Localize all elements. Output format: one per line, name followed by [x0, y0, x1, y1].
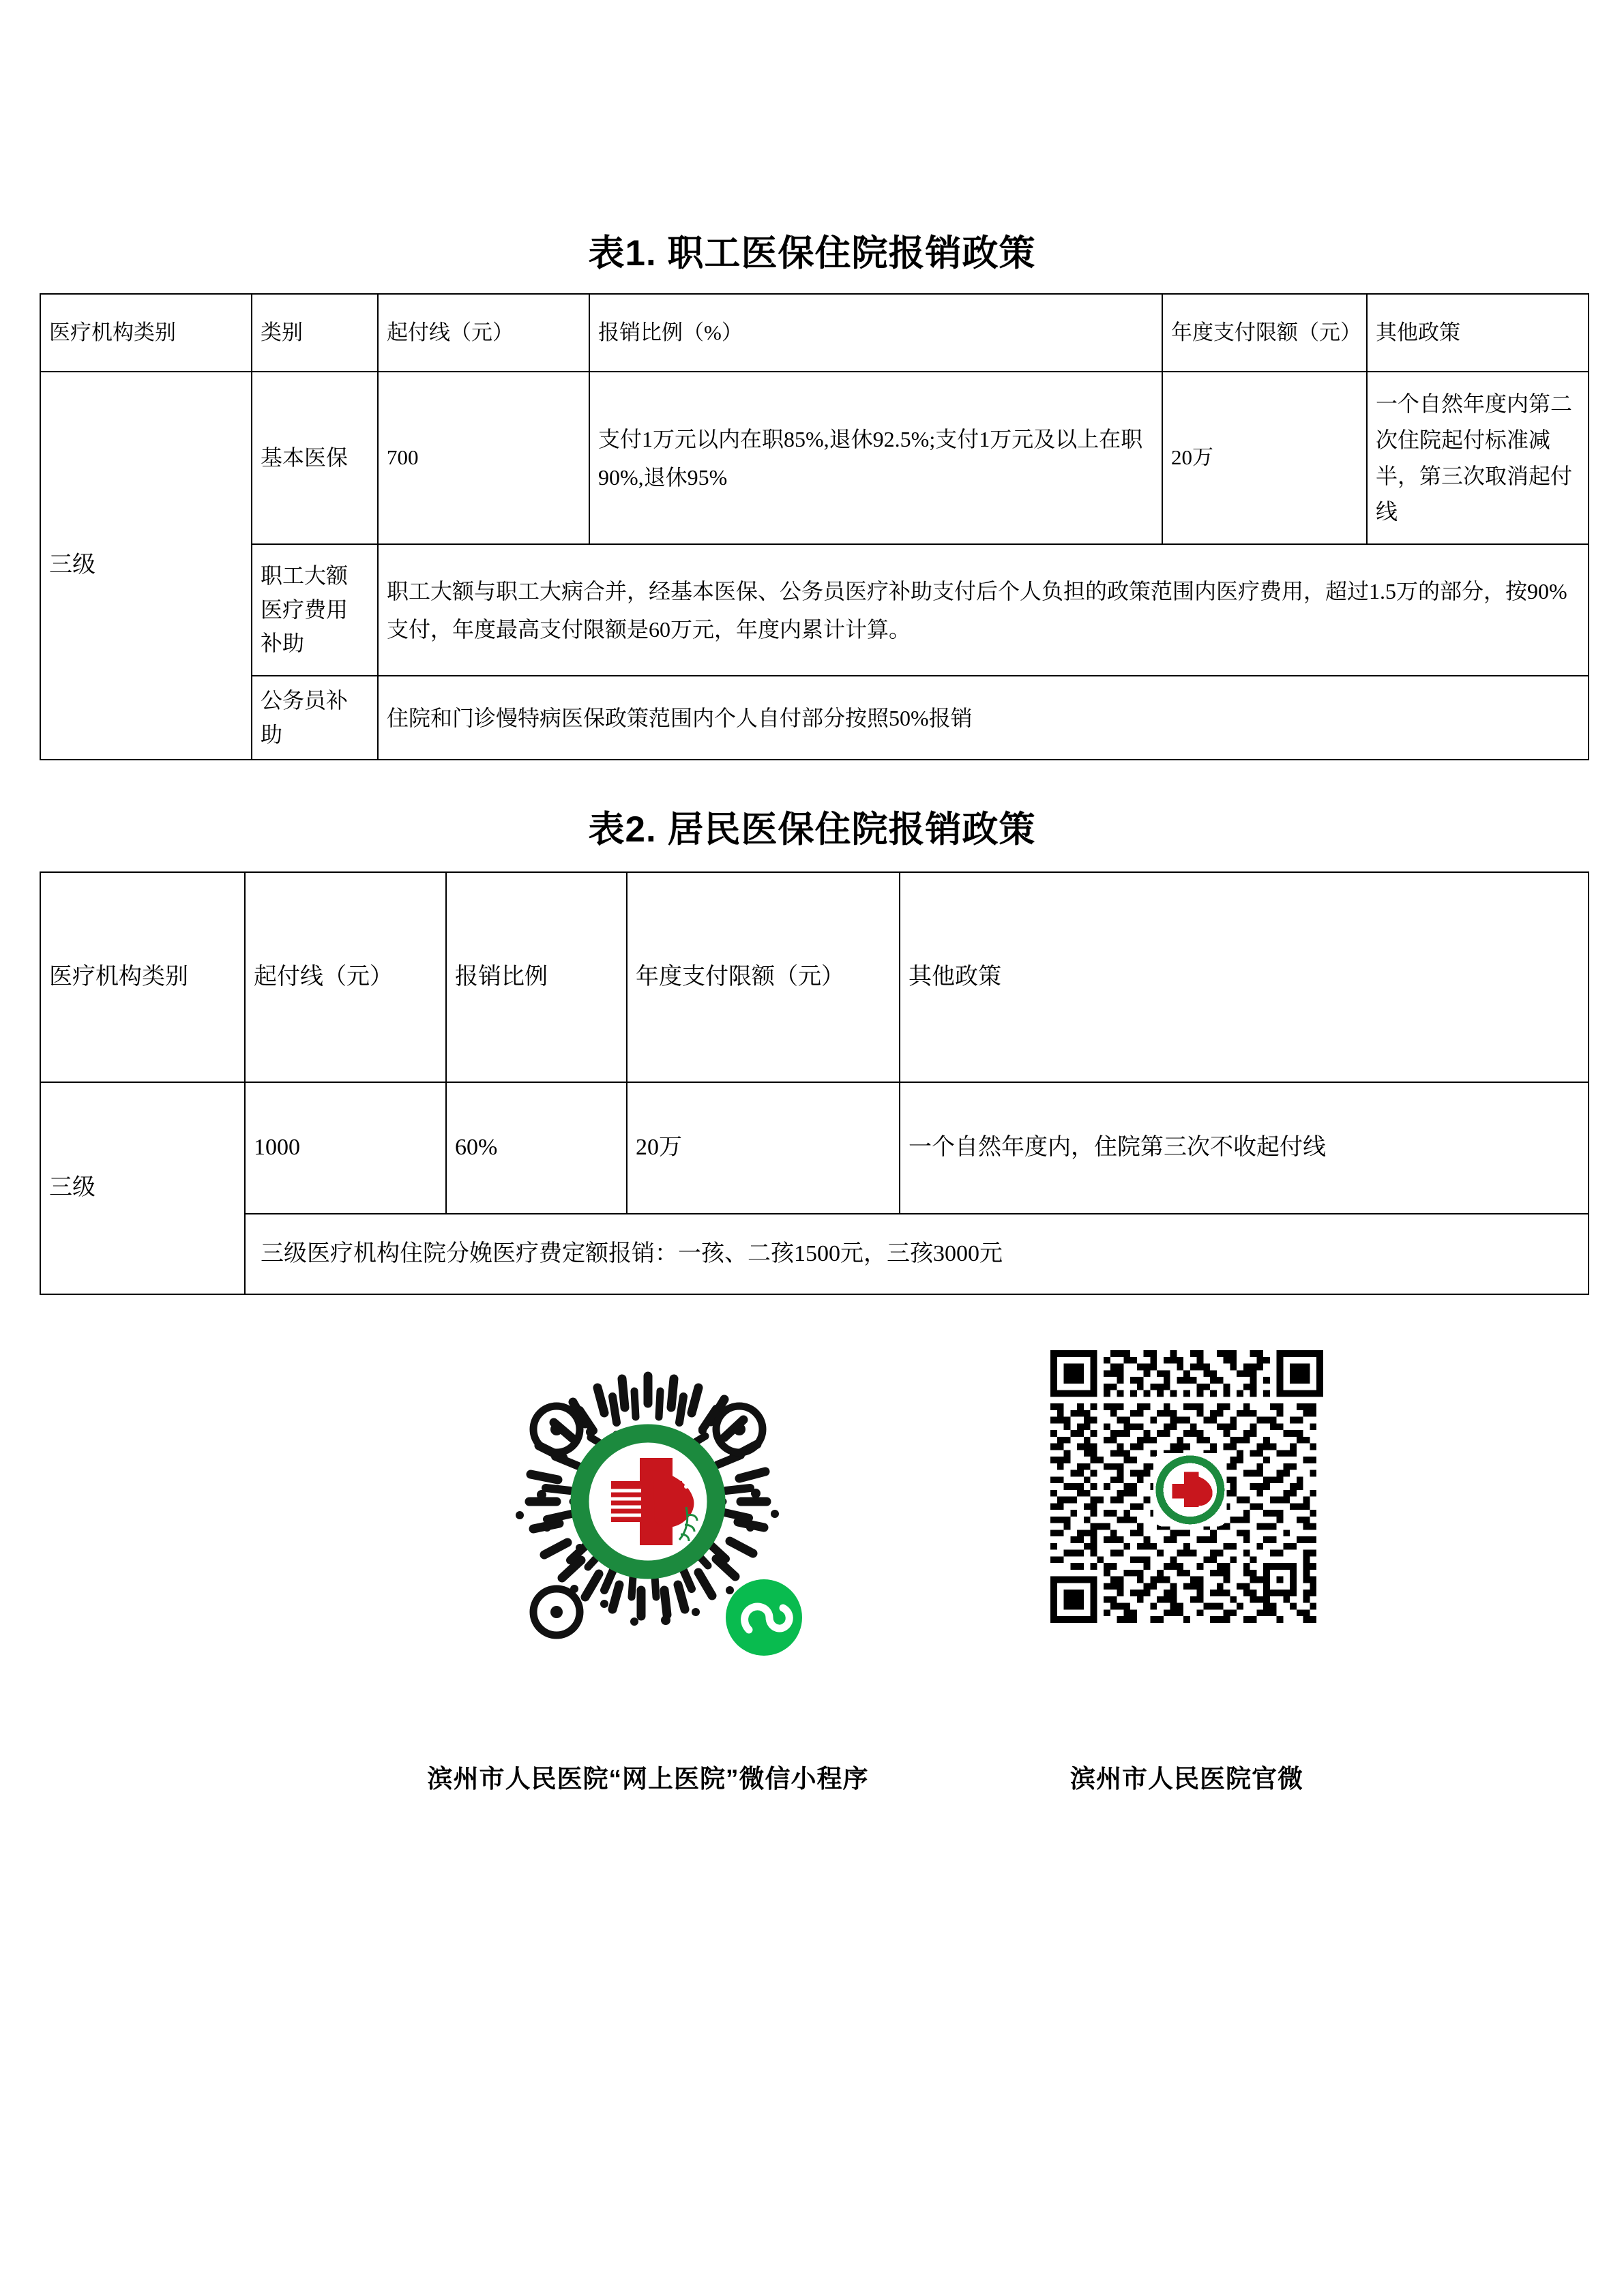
table2-title: 表2. 居民医保住院报销政策	[588, 809, 1036, 850]
table-row	[40, 372, 1589, 544]
table-header-row	[40, 294, 1589, 372]
cell-category-large-subsidy: 职工大额医疗费用补助	[252, 544, 378, 676]
header-institution-type: 医疗机构类别	[40, 294, 252, 372]
resident-insurance-table	[40, 871, 1589, 1295]
hospital-logo	[577, 1431, 719, 1572]
official-account-qr-code[interactable]	[1050, 1350, 1323, 1623]
table-row	[40, 676, 1589, 760]
cell-category-civil-servant: 公务员补助	[252, 676, 378, 760]
cell-institution-grade: 三级	[40, 372, 252, 760]
table-row	[40, 544, 1589, 676]
miniprogram-qr-code[interactable]	[471, 1323, 825, 1678]
cell-delivery-note: 三级医疗机构住院分娩医疗费定额报销：一孩、二孩1500元，三孩3000元	[245, 1214, 1589, 1294]
cell-deductible-basic: 700	[378, 372, 589, 544]
cell-category-basic: 基本医保	[252, 372, 378, 544]
cell-ratio: 60%	[446, 1082, 627, 1214]
cell-large-subsidy-text: 职工大额与职工大病合并，经基本医保、公务员医疗补助支付后个人负担的政策范围内医疗费用，超过1.5万的部分，按90%支付，年度最高支付限额是60万元，年度内累计计算。	[378, 544, 1589, 676]
miniprogram-badge	[726, 1579, 802, 1656]
header-annual-limit: 年度支付限额（元）	[1162, 294, 1367, 372]
official-account-qr-block	[1003, 1350, 1371, 1793]
table-row	[40, 1082, 1589, 1214]
table-header-row	[40, 872, 1589, 1082]
header-other-policy: 其他政策	[900, 872, 1589, 1082]
cell-civil-servant-text: 住院和门诊慢特病医保政策范围内个人自付部分按照50%报销	[378, 676, 1589, 760]
header-other-policy: 其他政策	[1367, 294, 1589, 372]
cell-annual-limit: 20万	[627, 1082, 900, 1214]
qr-code-section	[0, 1323, 1624, 1841]
cell-annual-limit-basic: 20万	[1162, 372, 1367, 544]
table-row	[40, 1214, 1589, 1294]
header-deductible: 起付线（元）	[378, 294, 589, 372]
header-category: 类别	[252, 294, 378, 372]
cell-ratio-basic: 支付1万元以内在职85%,退休92.5%;支付1万元及以上在职90%,退休95%	[589, 372, 1162, 544]
cell-deductible: 1000	[245, 1082, 446, 1214]
cell-other-policy-basic: 一个自然年度内第二次住院起付标准减半，第三次取消起付线	[1367, 372, 1589, 544]
miniprogram-qr-caption: 滨州市人民医院“网上医院”微信小程序	[427, 1765, 869, 1793]
header-deductible: 起付线（元）	[245, 872, 446, 1082]
cell-other-policy: 一个自然年度内，住院第三次不收起付线	[900, 1082, 1589, 1214]
cell-institution-grade: 三级	[40, 1082, 245, 1294]
header-reimbursement-ratio: 报销比例（%）	[589, 294, 1162, 372]
table1-title: 表1. 职工医保住院报销政策	[588, 233, 1036, 273]
official-account-qr-caption: 滨州市人民医院官微	[1070, 1765, 1303, 1793]
header-institution-type: 医疗机构类别	[40, 872, 245, 1082]
header-reimbursement-ratio: 报销比例	[446, 872, 627, 1082]
employee-insurance-table	[40, 293, 1589, 760]
hospital-logo	[1153, 1453, 1226, 1526]
header-annual-limit: 年度支付限额（元）	[627, 872, 900, 1082]
miniprogram-qr-block	[423, 1323, 873, 1793]
